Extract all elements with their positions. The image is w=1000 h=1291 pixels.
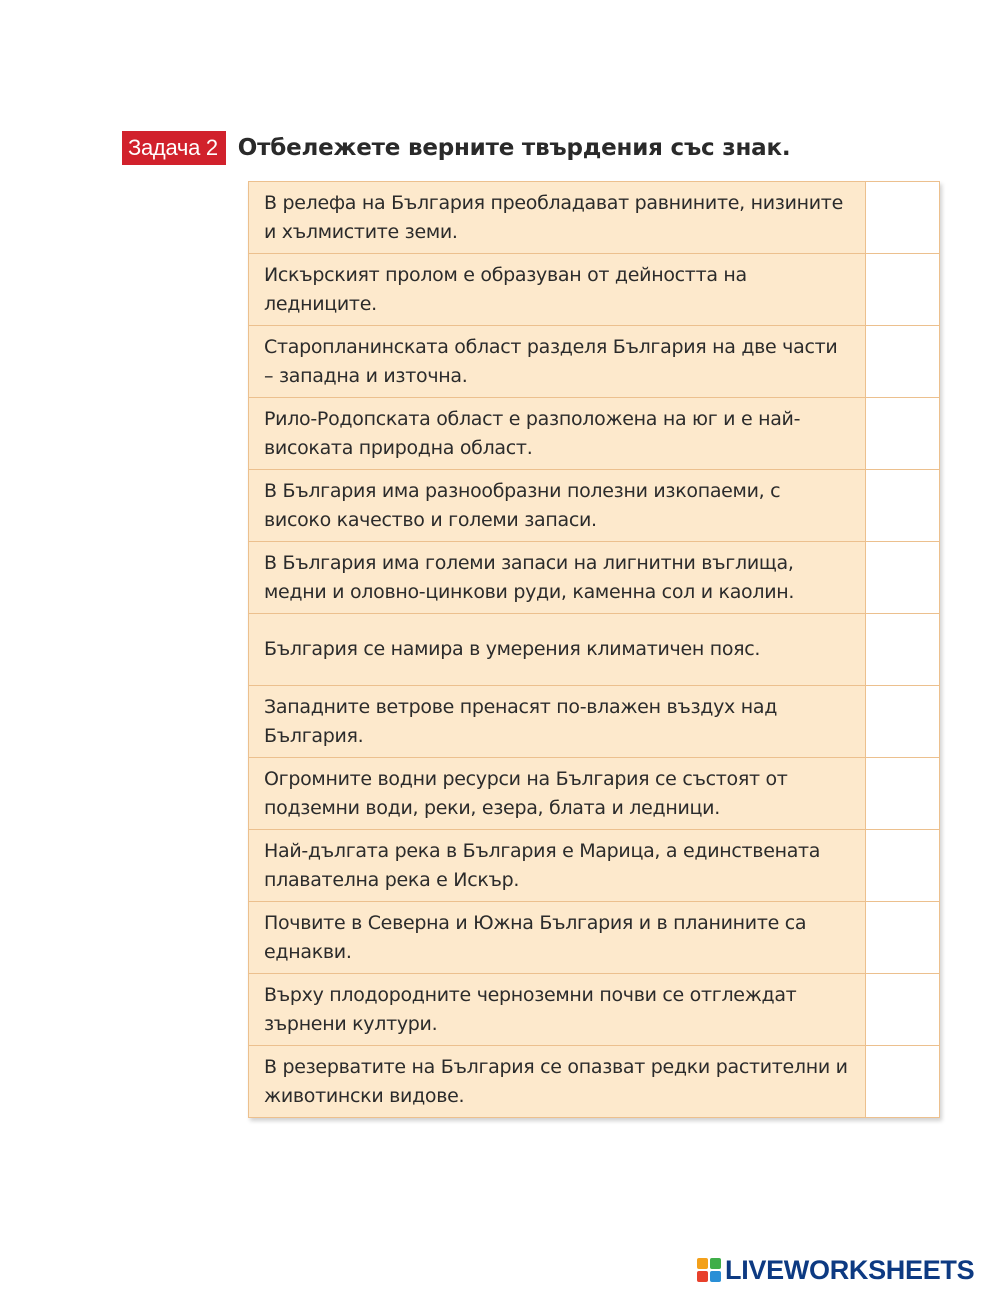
statement-row <box>249 182 940 254</box>
answer-checkbox[interactable] <box>866 830 940 902</box>
statement-row <box>249 974 940 1046</box>
task-title: Отбележете верните твърдения със знак. <box>237 135 791 161</box>
statement-text: България се намира в умерения климатичен пояс. <box>249 614 866 686</box>
statement-text: В България има разнообразни полезни изкопаеми, с високо качество и големи запаси. <box>249 470 866 542</box>
statement-row <box>249 902 940 974</box>
answer-checkbox[interactable] <box>866 686 940 758</box>
answer-checkbox[interactable] <box>866 758 940 830</box>
answer-checkbox[interactable] <box>866 182 940 254</box>
statement-row <box>249 398 940 470</box>
answer-checkbox[interactable] <box>866 398 940 470</box>
statement-text: Върху плодородните черноземни почви се отглеждат зърнени култури. <box>249 974 866 1046</box>
statement-row <box>249 542 940 614</box>
statement-text: Рило-Родопската област е разположена на юг и е най-високата природна област. <box>249 398 866 470</box>
answer-checkbox[interactable] <box>866 974 940 1046</box>
answer-checkbox[interactable] <box>866 1046 940 1118</box>
statement-row <box>249 686 940 758</box>
statement-row <box>249 470 940 542</box>
statement-row <box>249 614 940 686</box>
statement-row <box>249 326 940 398</box>
statement-text: Западните ветрове пренасят по-влажен въздух над България. <box>249 686 866 758</box>
task-badge: Задача 2 <box>122 131 226 165</box>
statement-text: Огромните водни ресурси на България се състоят от подземни води, реки, езера, блата и ледници. <box>249 758 866 830</box>
statement-row <box>249 254 940 326</box>
answer-checkbox[interactable] <box>866 614 940 686</box>
statement-text: Искърският пролом е образуван от дейността на ледниците. <box>249 254 866 326</box>
statement-text: В България има големи запаси на лигнитни въглища, медни и оловно-цинкови руди, каменна сол и каолин. <box>249 542 866 614</box>
statements-table <box>248 181 940 1118</box>
liveworksheets-blocks-icon <box>697 1258 721 1282</box>
answer-checkbox[interactable] <box>866 902 940 974</box>
answer-checkbox[interactable] <box>866 326 940 398</box>
statement-row <box>249 1046 940 1118</box>
statement-row <box>249 758 940 830</box>
statement-text: В резерватите на България се опазват редки растителни и животински видове. <box>249 1046 866 1118</box>
answer-checkbox[interactable] <box>866 254 940 326</box>
task-header <box>122 131 790 165</box>
statement-text: Най-дългата река в България е Марица, а единствената плавателна река е Искър. <box>249 830 866 902</box>
answer-checkbox[interactable] <box>866 542 940 614</box>
statement-text: В релефа на България преобладават равнините, низините и хълмистите земи. <box>249 182 866 254</box>
statement-text: Старопланинската област разделя България на две части – западна и източна. <box>249 326 866 398</box>
logo-text: LIVEWORKSHEETS <box>725 1254 975 1285</box>
statement-row <box>249 830 940 902</box>
statement-text: Почвите в Северна и Южна България и в планините са еднакви. <box>249 902 866 974</box>
liveworksheets-logo <box>697 1254 974 1286</box>
answer-checkbox[interactable] <box>866 470 940 542</box>
